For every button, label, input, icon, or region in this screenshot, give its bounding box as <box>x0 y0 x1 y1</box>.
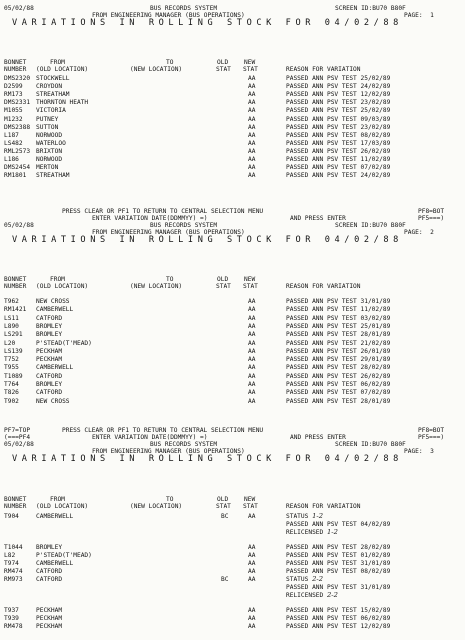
new-stat: AA <box>248 139 256 147</box>
from-line: FROM ENGINEERING MANAGER (BUS OPERATIONS) <box>92 12 245 19</box>
new-stat: AA <box>248 607 256 614</box>
variation-reason: PASSED ANN PSV TEST 07/02/89 <box>286 389 391 397</box>
variation-reason: PASSED ANN PSV TEST 23/02/89 <box>286 123 391 131</box>
pf-bot: PF8=BOT <box>418 427 445 434</box>
col-new: NEW <box>244 496 256 503</box>
new-stat: AA <box>248 314 256 322</box>
old-location: CATFORD <box>36 372 63 380</box>
new-stat: AA <box>248 356 256 364</box>
old-stat: BC <box>221 513 229 520</box>
old-location: CATFORD <box>36 314 63 322</box>
variation-reason: RELICENSED 2-2 <box>286 591 338 599</box>
new-stat: AA <box>248 115 256 123</box>
old-location: STREATHAM <box>36 172 70 180</box>
old-location: CATFORD <box>36 389 63 397</box>
variation-reason: PASSED ANN PSV TEST 28/02/89 <box>286 544 391 551</box>
new-stat: AA <box>248 364 256 372</box>
footer-return: PRESS CLEAR OR PF1 TO RETURN TO CENTRAL SELECTION MENU <box>62 208 264 215</box>
bonnet-number: T826 <box>4 389 19 397</box>
bonnet-number: D2599 <box>4 83 23 91</box>
bonnet-number: T1044 <box>4 544 23 551</box>
variation-reason: PASSED ANN PSV TEST 12/02/89 <box>286 623 391 630</box>
bonnet-number: T764 <box>4 381 19 388</box>
page-number: PAGE: 2 <box>404 229 434 236</box>
bonnet-number: T955 <box>4 364 19 372</box>
variation-reason: PASSED ANN PSV TEST 26/01/89 <box>286 347 391 355</box>
old-location: MERTON <box>36 164 59 172</box>
old-location: PUTNEY <box>36 115 59 123</box>
old-location: BRIXTON <box>36 147 63 155</box>
new-stat: AA <box>248 99 256 107</box>
bonnet-number: DMS2331 <box>4 99 31 107</box>
col-from: FROM <box>50 496 65 503</box>
variation-reason: PASSED ANN PSV TEST 23/02/89 <box>286 99 391 107</box>
bonnet-number: M1232 <box>4 115 23 123</box>
old-stat: BC <box>221 576 229 583</box>
footer-enter-date: ENTER VARIATION DATE(DDMMYY) =) <box>92 434 208 441</box>
col-old: OLD <box>217 276 229 283</box>
variation-reason: PASSED ANN PSV TEST 24/02/89 <box>286 83 391 91</box>
bonnet-number: T939 <box>4 615 19 622</box>
variation-reason: PASSED ANN PSV TEST 29/01/89 <box>286 356 391 364</box>
footer-press-enter: AND PRESS ENTER <box>290 434 346 441</box>
col-reason: REASON FOR VARIATION <box>286 503 361 510</box>
bonnet-number: T1089 <box>4 372 23 380</box>
bonnet-number: T904 <box>4 513 19 520</box>
old-location: PECKHAM <box>36 607 63 614</box>
new-stat: AA <box>248 576 256 583</box>
col-number: NUMBER <box>4 503 27 510</box>
bonnet-number: L20 <box>4 339 16 347</box>
bonnet-number: RML2573 <box>4 147 31 155</box>
variation-reason: PASSED ANN PSV TEST 25/02/89 <box>286 107 391 115</box>
variation-reason: PASSED ANN PSV TEST 08/02/89 <box>286 568 391 575</box>
bonnet-number: T962 <box>4 298 19 305</box>
old-location: NEW CROSS <box>36 298 70 305</box>
system-title: BUS RECORDS SYSTEM <box>150 5 218 12</box>
bonnet-number: DMS2454 <box>4 164 31 172</box>
new-stat: AA <box>248 83 256 91</box>
variation-reason: PASSED ANN PSV TEST 06/02/89 <box>286 381 391 388</box>
variation-reason: PASSED ANN PSV TEST 25/01/89 <box>286 322 391 330</box>
old-location: CAMBERWELL <box>36 513 74 520</box>
bonnet-number: DMS2388 <box>4 123 31 131</box>
new-stat: AA <box>248 306 256 314</box>
variation-reason: PASSED ANN PSV TEST 24/02/89 <box>286 172 391 180</box>
old-location: P'STEAD(T'MEAD) <box>36 552 92 559</box>
old-location: BROMLEY <box>36 544 63 551</box>
variation-reason: PASSED ANN PSV TEST 28/01/89 <box>286 397 391 405</box>
old-location: STOCKWELL <box>36 75 70 82</box>
variation-reason: PASSED ANN PSV TEST 08/02/89 <box>286 131 391 139</box>
variation-reason: PASSED ANN PSV TEST 17/03/89 <box>286 139 391 147</box>
pf-down: PF5===) <box>418 434 445 441</box>
new-stat: AA <box>248 91 256 99</box>
variation-reason: PASSED ANN PSV TEST 11/02/89 <box>286 306 391 314</box>
variation-reason: PASSED ANN PSV TEST 28/01/89 <box>286 331 391 339</box>
new-stat: AA <box>248 107 256 115</box>
new-stat: AA <box>248 172 256 180</box>
col-new-location: (NEW LOCATION) <box>130 283 183 290</box>
handwritten-note: 1-2 <box>312 512 324 520</box>
col-new-stat: STAT <box>243 503 258 510</box>
col-old-location: (OLD LOCATION) <box>36 66 89 73</box>
variation-reason: RELICENSED 1-2 <box>286 528 338 536</box>
new-stat: AA <box>248 560 256 567</box>
bonnet-number: LS291 <box>4 331 23 339</box>
old-location: THORNTON HEATH <box>36 99 89 107</box>
col-to: TO <box>166 496 174 503</box>
screen-date: 05/02/88 <box>4 5 34 12</box>
bonnet-number: M1055 <box>4 107 23 115</box>
new-stat: AA <box>248 552 256 559</box>
handwritten-note: 2-2 <box>312 575 324 583</box>
col-bonnet: BONNET <box>4 276 27 283</box>
col-number: NUMBER <box>4 66 27 73</box>
new-stat: AA <box>248 615 256 622</box>
screen-id: SCREEN ID:BU70 B80F <box>335 441 406 448</box>
old-location: CATFORD <box>36 568 63 575</box>
old-location: CAMBERWELL <box>36 560 74 567</box>
old-location: NEW CROSS <box>36 397 70 405</box>
old-location: PECKHAM <box>36 615 63 622</box>
col-bonnet: BONNET <box>4 496 27 503</box>
old-location: NORWOOD <box>36 156 63 163</box>
old-location: PECKHAM <box>36 356 63 364</box>
variation-reason: PASSED ANN PSV TEST 25/02/89 <box>286 75 391 82</box>
new-stat: AA <box>248 347 256 355</box>
bonnet-number: LS482 <box>4 139 23 147</box>
old-location: PECKHAM <box>36 347 63 355</box>
from-line: FROM ENGINEERING MANAGER (BUS OPERATIONS) <box>92 229 245 236</box>
bonnet-number: LS11 <box>4 314 19 322</box>
variation-reason: STATUS 1-2 <box>286 512 324 520</box>
screen-id: SCREEN ID:BU70 B80F <box>335 222 406 229</box>
new-stat: AA <box>248 75 256 82</box>
new-stat: AA <box>248 381 256 388</box>
col-reason: REASON FOR VARIATION <box>286 283 361 290</box>
new-stat: AA <box>248 623 256 630</box>
old-location: BROMLEY <box>36 331 63 339</box>
col-number: NUMBER <box>4 283 27 290</box>
old-location: CAMBERWELL <box>36 364 74 372</box>
old-location: WATERLOO <box>36 139 66 147</box>
new-stat: AA <box>248 298 256 305</box>
variation-reason: PASSED ANN PSV TEST 26/02/89 <box>286 372 391 380</box>
new-stat: AA <box>248 147 256 155</box>
col-from: FROM <box>50 276 65 283</box>
old-location: VICTORIA <box>36 107 66 115</box>
screen-date: 05/02/88 <box>4 441 34 448</box>
bonnet-number: T937 <box>4 607 19 614</box>
new-stat: AA <box>248 131 256 139</box>
old-location: NORWOOD <box>36 131 63 139</box>
bonnet-number: DMS2320 <box>4 75 31 82</box>
variation-reason: PASSED ANN PSV TEST 28/02/89 <box>286 364 391 372</box>
from-line: FROM ENGINEERING MANAGER (BUS OPERATIONS) <box>92 448 245 455</box>
old-location: CROYDON <box>36 83 63 91</box>
bonnet-number: RM973 <box>4 576 23 583</box>
col-old-stat: STAT <box>216 283 231 290</box>
col-new: NEW <box>244 59 256 66</box>
new-stat: AA <box>248 544 256 551</box>
col-new-location: (NEW LOCATION) <box>130 503 183 510</box>
new-stat: AA <box>248 322 256 330</box>
report-banner: VARIATIONS IN ROLLING STOCK FOR 04/02/88 <box>12 454 403 464</box>
col-to: TO <box>166 59 174 66</box>
bonnet-number: L890 <box>4 322 19 330</box>
bonnet-number: T902 <box>4 397 19 405</box>
col-old-stat: STAT <box>216 503 231 510</box>
bonnet-number: LS139 <box>4 347 23 355</box>
old-location: BROMLEY <box>36 322 63 330</box>
variation-reason: PASSED ANN PSV TEST 04/02/89 <box>286 521 391 528</box>
screen-id: SCREEN ID:BU70 B80F <box>335 5 406 12</box>
bonnet-number: RM1421 <box>4 306 27 314</box>
new-stat: AA <box>248 339 256 347</box>
variation-reason: PASSED ANN PSV TEST 31/01/89 <box>286 584 391 591</box>
old-location: CATFORD <box>36 576 63 583</box>
col-old-location: (OLD LOCATION) <box>36 503 89 510</box>
variation-reason: PASSED ANN PSV TEST 03/02/89 <box>286 314 391 322</box>
variation-reason: PASSED ANN PSV TEST 21/02/89 <box>286 339 391 347</box>
new-stat: AA <box>248 513 256 520</box>
page-number: PAGE: 1 <box>404 12 434 19</box>
col-old-stat: STAT <box>216 66 231 73</box>
variation-reason: PASSED ANN PSV TEST 11/02/89 <box>286 156 391 163</box>
old-location: CAMBERWELL <box>36 306 74 314</box>
variation-reason: PASSED ANN PSV TEST 06/02/89 <box>286 615 391 622</box>
variation-reason: PASSED ANN PSV TEST 07/02/89 <box>286 164 391 172</box>
old-location: STREATHAM <box>36 91 70 99</box>
col-reason: REASON FOR VARIATION <box>286 66 361 73</box>
variation-reason: PASSED ANN PSV TEST 09/03/89 <box>286 115 391 123</box>
bonnet-number: RM1801 <box>4 172 27 180</box>
system-title: BUS RECORDS SYSTEM <box>150 222 218 229</box>
pf-up: (===PF4 <box>4 434 31 441</box>
bonnet-number: L187 <box>4 131 19 139</box>
bonnet-number: L186 <box>4 156 19 163</box>
col-new-stat: STAT <box>243 66 258 73</box>
variation-reason: PASSED ANN PSV TEST 15/02/89 <box>286 607 391 614</box>
bonnet-number: RM173 <box>4 91 23 99</box>
col-new-location: (NEW LOCATION) <box>130 66 183 73</box>
bonnet-number: T974 <box>4 560 19 567</box>
new-stat: AA <box>248 389 256 397</box>
col-old: OLD <box>217 496 229 503</box>
screen-date: 05/02/88 <box>4 222 34 229</box>
new-stat: AA <box>248 123 256 131</box>
footer-enter-date: ENTER VARIATION DATE(DDMMYY) =) <box>92 215 208 222</box>
old-location: P'STEAD(T'MEAD) <box>36 339 92 347</box>
new-stat: AA <box>248 397 256 405</box>
bonnet-number: RM474 <box>4 568 23 575</box>
pf-top: PF7=TOP <box>4 427 31 434</box>
new-stat: AA <box>248 568 256 575</box>
handwritten-note: 2-2 <box>326 591 338 599</box>
report-banner: VARIATIONS IN ROLLING STOCK FOR 04/02/88 <box>12 235 403 245</box>
col-old: OLD <box>217 59 229 66</box>
bonnet-number: L82 <box>4 552 16 559</box>
variation-reason: PASSED ANN PSV TEST 12/02/89 <box>286 91 391 99</box>
col-old-location: (OLD LOCATION) <box>36 283 89 290</box>
col-from: FROM <box>50 59 65 66</box>
system-title: BUS RECORDS SYSTEM <box>150 441 218 448</box>
pf-bot: PF8=BOT <box>418 208 445 215</box>
bonnet-number: T752 <box>4 356 19 364</box>
variation-reason: PASSED ANN PSV TEST 31/01/89 <box>286 560 391 567</box>
col-bonnet: BONNET <box>4 59 27 66</box>
bonnet-number: RM478 <box>4 623 23 630</box>
old-location: SUTTON <box>36 123 59 131</box>
report-banner: VARIATIONS IN ROLLING STOCK FOR 04/02/88 <box>12 18 403 28</box>
col-new: NEW <box>244 276 256 283</box>
new-stat: AA <box>248 164 256 172</box>
footer-press-enter: AND PRESS ENTER <box>290 215 346 222</box>
handwritten-note: 1-2 <box>326 528 338 536</box>
pf-down: PF5===) <box>418 215 445 222</box>
variation-reason: STATUS 2-2 <box>286 575 324 583</box>
col-new-stat: STAT <box>243 283 258 290</box>
variation-reason: PASSED ANN PSV TEST 31/01/89 <box>286 298 391 305</box>
new-stat: AA <box>248 372 256 380</box>
new-stat: AA <box>248 156 256 163</box>
page-number: PAGE: 3 <box>404 448 434 455</box>
variation-reason: PASSED ANN PSV TEST 26/02/89 <box>286 147 391 155</box>
old-location: PECKHAM <box>36 623 63 630</box>
footer-return: PRESS CLEAR OR PF1 TO RETURN TO CENTRAL SELECTION MENU <box>62 427 264 434</box>
old-location: BROMLEY <box>36 381 63 388</box>
variation-reason: PASSED ANN PSV TEST 01/02/89 <box>286 552 391 559</box>
col-to: TO <box>166 276 174 283</box>
new-stat: AA <box>248 331 256 339</box>
